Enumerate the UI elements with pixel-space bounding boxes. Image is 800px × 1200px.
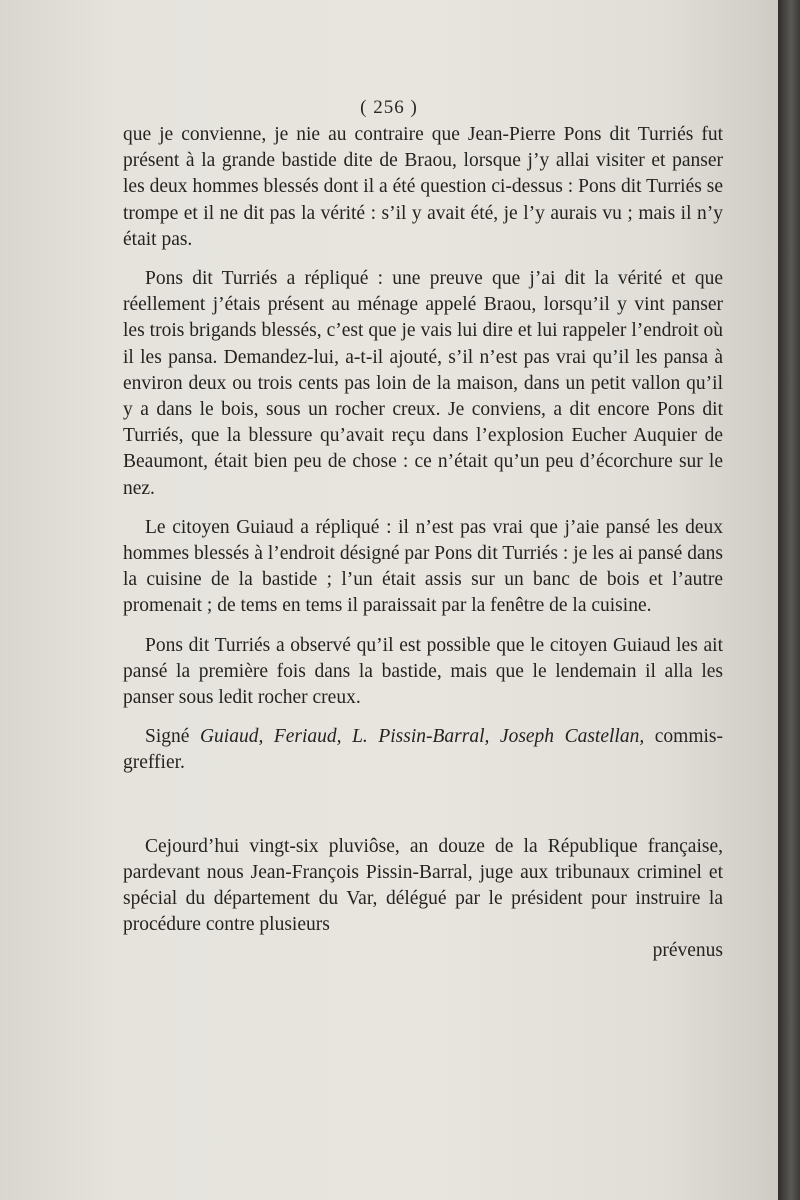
new-section-paragraph: Cejourd’hui vingt-six pluviôse, an douze de la République française, pardevant nous Jean-François Pissin-Barral, juge aux tribunaux criminel et spécial du département du Var, délégué par le président pour instruire la procédure contre plusieurs (123, 835, 723, 936)
signature-prefix: Signé (145, 726, 190, 748)
catchword: prévenus (652, 940, 723, 962)
paragraph-4: Pons dit Turriés a observé qu’il est possible que le citoyen Guiaud les ait pansé la première fois dans la bastide, mais que le lendemain il alla les panser sous ledit rocher creux. (123, 634, 723, 709)
page-body (123, 122, 723, 978)
book-edge (778, 0, 800, 1200)
signature-names: Guiaud, Feriaud, L. Pissin-Barral, Joseph Castellan, (199, 726, 645, 748)
paragraph-2: Pons dit Turriés a répliqué : une preuve que j’ai dit la vérité et que réellement j’étais présent au ménage appelé Braou, lorsqu’il y vint panser les trois brigands blessés, c’est que je vais lui dire et lui rappeler l’endroit où il les pansa. Demandez-lui, a-t-il ajouté, s’il n’est pas vrai qu’il les pansa à environ deux ou trois cents pas loin de la maison, dans un petit vallon qu’il y a dans le bois, sous un rocher creux. Je conviens, a dit encore Pons dit Turriés, que la blessure qu’avait reçu dans l’explosion Eucher Auquier de Beaumont, était bien peu de chose : ce n’était qu’un peu d’écorchure sur le nez. (123, 268, 723, 499)
page-number: ( 256 ) (360, 97, 418, 118)
signature-line (123, 724, 723, 776)
signature-suffix: commis-greffier. (123, 726, 723, 774)
paragraph-1: que je convienne, je nie au contraire que Jean-Pierre Pons dit Turriés fut présent à la grande bastide dite de Braou, lorsque j’y allai visiter et panser les deux hommes blessés dont il a été question ci-dessus : Pons dit Turriés se trompe et il ne dit pas la vérité : s’il y avait été, je l’y aurais vu ; mais il n’y était pas. (123, 124, 723, 250)
paragraph-3: Le citoyen Guiaud a répliqué : il n’est pas vrai que j’aie pansé les deux hommes blessés à l’endroit désigné par Pons dit Turriés : je les ai pansé dans la cuisine de la bastide ; l’un était assis sur un banc de bois et l’autre promenait ; de tems en tems il paraissait par la fenêtre de la cuisine. (123, 516, 723, 617)
section-gap (123, 790, 723, 834)
